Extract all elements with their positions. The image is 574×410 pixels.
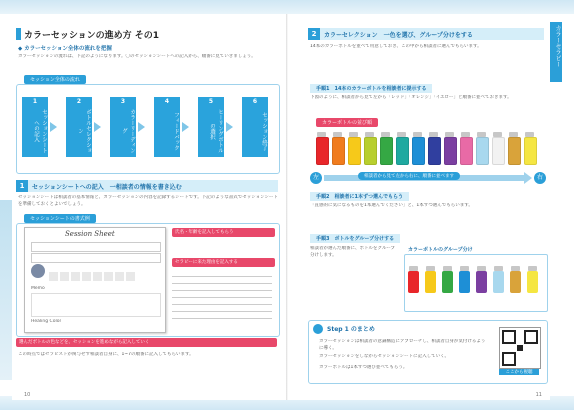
summary-item: カラーセッションをしながらセッションシートに記入していく。 [319, 354, 450, 359]
bottle-body [408, 271, 419, 293]
bottle-body [508, 137, 521, 165]
sheet-memo-box [31, 293, 161, 317]
bottle-body [510, 271, 521, 293]
bottle-body [442, 271, 453, 293]
bottle-body [460, 137, 473, 165]
flow-arrow [226, 122, 233, 132]
bottle-body [527, 271, 538, 293]
bottle-body [396, 137, 409, 165]
title-marker [16, 28, 21, 40]
bottle-body [412, 137, 425, 165]
callout-2: セラピーに来た理由を記入する [172, 258, 275, 267]
flow-step-label: セッション終了 [261, 111, 267, 151]
bottle-body [476, 137, 489, 165]
flow-step-num: 2 [76, 98, 82, 105]
grouped-bottle [527, 266, 538, 293]
bottle-body [492, 137, 505, 165]
flow-step-6 [242, 97, 268, 157]
flow-step-label: フィードバック [173, 111, 179, 151]
session-sheet [24, 227, 166, 333]
step-2-text: 「直感的に気になるものを1本選んでください」と、1本ずつ選んでもらいます。 [310, 203, 473, 208]
side-tab-label: カラーセラピー [554, 25, 561, 67]
callout-1-text [172, 240, 272, 254]
flow-step-label: セッションシートへの記入 [33, 109, 47, 153]
flow-step-num: 1 [32, 98, 38, 105]
qr-caption: ここから視聴 [499, 369, 539, 375]
flow-arrow [94, 122, 101, 132]
callout-1: 氏名・年齢を記入してもらう [172, 228, 275, 237]
top-band [0, 0, 574, 14]
grouping-row [408, 266, 544, 302]
palette-label: カラーボトルの並び順 [316, 118, 378, 127]
grouped-bottle [425, 266, 436, 293]
section-1-header [16, 180, 278, 192]
page-title: カラーセッションの進め方 その1 [24, 31, 160, 41]
bottle-body [428, 137, 441, 165]
right-marker: 右 [534, 172, 546, 184]
callout-3: 選んだボトルの色などを、セッションを進めながら記入していく [16, 338, 277, 347]
bottle-body [425, 271, 436, 293]
intro-text: カラーセッションの流れは、下記のようになります。〇のセッションシートへの記入から、順番に見ていきましょう。 [18, 54, 256, 59]
summary-icon [313, 324, 323, 334]
color-bottle [396, 132, 407, 165]
sheet-example-label: セッションシートの書式例 [24, 214, 96, 223]
section-1-text: セッションシートは相談者の基本情報と、カラーセッションの内容を記録するシートです。下記のような書式でセッションシートを準備しておくとよいでしょう。 [18, 195, 279, 207]
bottom-text: この時点ではセラピストが関与せず相談者自身に、1~7の順番に記入してもらいます。 [18, 352, 194, 357]
summary-box [308, 320, 548, 384]
grouped-bottle [493, 266, 504, 293]
color-bottle [428, 132, 439, 165]
subtitle: ◆ カラーセッション全体の流れを把握 [18, 46, 112, 52]
flow-step-label: カラーリーディング [121, 109, 135, 153]
flow-step-label: ボトルセレクション [77, 109, 91, 153]
summary-item: カラーボトルは1本ずつ選び並べてもらう。 [319, 365, 408, 370]
step-1-label: 手順1 14本のカラーボトルを相談者に提示する [310, 84, 432, 93]
step-3-text: 相談者が選んだ順番に、ボトルをグループ分けします。 [310, 246, 396, 258]
bottle-body [316, 137, 329, 165]
sheet-field [31, 242, 161, 252]
bottle-body [444, 137, 457, 165]
grouped-bottle [459, 266, 470, 293]
grouped-bottle [476, 266, 487, 293]
summary-item: カラーセッションは相談者の意識構造にアプローチし、相談者自身が気付けるように導く。 [319, 339, 486, 351]
color-bottle [524, 132, 535, 165]
color-bottle [380, 132, 391, 165]
flow-header: セッション全体の流れ [24, 75, 86, 84]
color-bottle [476, 132, 487, 165]
color-bottle [364, 132, 375, 165]
summary-title: Step 1 のまとめ [327, 326, 375, 333]
flow-arrow [182, 122, 189, 132]
flow-step-1 [22, 97, 48, 157]
section-2-header [308, 28, 544, 40]
bottle-body [380, 137, 393, 165]
grouped-bottle [408, 266, 419, 293]
sheet-title: Session Sheet [65, 230, 115, 238]
sheet-field [31, 253, 161, 263]
bottle-body [493, 271, 504, 293]
color-bottle [508, 132, 519, 165]
bottle-body [524, 137, 537, 165]
left-marker: 左 [310, 172, 322, 184]
section-label: セッションシートへの記入 一相談者の情報を書き込む [32, 184, 182, 191]
grouped-bottle [442, 266, 453, 293]
grouping-label: カラーボトルのグループ分け [408, 247, 473, 253]
left-side-band [0, 200, 12, 380]
step-2-label: 手順2 相談者に1本ずつ選んでもらう [310, 192, 409, 201]
flow-step-5 [198, 97, 224, 157]
flow-step-num: 4 [164, 98, 170, 105]
flow-step-num: 5 [208, 98, 214, 105]
left-page [12, 14, 286, 400]
step-3-label: 手順3 ボトルをグループ分けする [310, 234, 400, 243]
sheet-circle [31, 264, 45, 278]
flow-step-3 [110, 97, 136, 157]
section-2-text: 14本のカラーボトルを並べて用意しておき、この中から相談者に選んでもらいます。 [310, 44, 482, 49]
color-bottle [412, 132, 423, 165]
flow-step-2 [66, 97, 92, 157]
side-tab [550, 22, 562, 82]
section-number: 2 [308, 28, 320, 40]
flow-arrow [138, 122, 145, 132]
color-bottle [444, 132, 455, 165]
page-number: 10 [24, 392, 31, 398]
flow-step-num: 3 [120, 98, 126, 105]
grouped-bottle [510, 266, 521, 293]
color-bottle [348, 132, 359, 165]
bottle-body [476, 271, 487, 293]
step-1-text: 下図のように、相談者から見て左から「レッド」「オレンジ」「イエロー」と順番に並べておきます。 [310, 95, 512, 100]
color-bottle [316, 132, 327, 165]
page-number: 11 [535, 392, 542, 398]
bottle-body [332, 137, 345, 165]
bottle-body [364, 137, 377, 165]
section-label: カラーセレクション 一色を選び、グループ分けをする [324, 32, 473, 39]
section-number: 1 [16, 180, 28, 192]
bottle-row [316, 132, 546, 172]
flow-arrow [50, 122, 57, 132]
right-page [288, 14, 550, 400]
flow-step-label: ヒーリングボトルの選択 [209, 109, 223, 153]
color-bottle [460, 132, 471, 165]
color-bottle [492, 132, 503, 165]
flow-step-4 [154, 97, 180, 157]
flow-step-num: 6 [252, 98, 258, 105]
callout-2-lines [172, 270, 272, 326]
arrow-head-icon [524, 172, 532, 184]
bottle-body [459, 271, 470, 293]
qr-code-icon[interactable] [499, 327, 541, 369]
arrow-text: 相談者から見て左から右に、順番に並べます [358, 172, 460, 180]
sheet-memo-label: Memo [31, 286, 45, 291]
sheet-healing-label: Healing Color [31, 319, 62, 324]
sheet-boxes [49, 266, 159, 276]
bottle-body [348, 137, 361, 165]
color-bottle [332, 132, 343, 165]
